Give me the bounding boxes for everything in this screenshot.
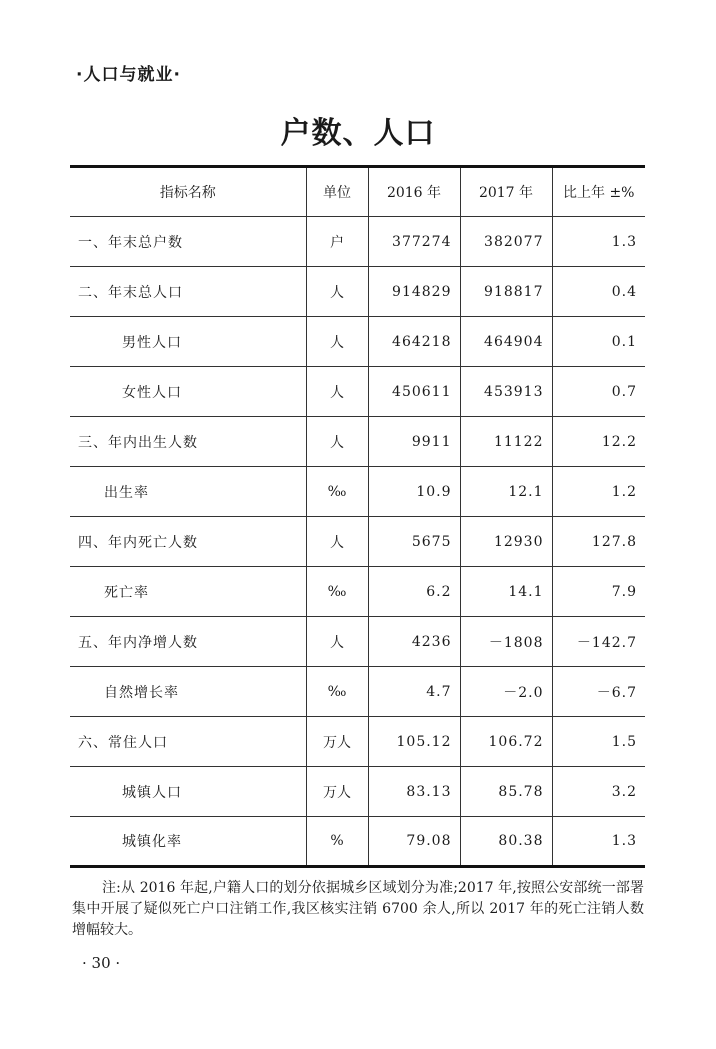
table-row: [70, 517, 645, 567]
value-2016-cell: 83.13: [368, 767, 460, 817]
indicator-name-cell: 六、常住人口: [70, 717, 306, 767]
value-2017-cell: 382077: [460, 217, 552, 267]
value-2016-cell: 9911: [368, 417, 460, 467]
value-2017-cell: 11122: [460, 417, 552, 467]
table-row: [70, 617, 645, 667]
indicator-name-cell: 四、年内死亡人数: [70, 517, 306, 567]
value-2016-cell: 914829: [368, 267, 460, 317]
table-row: [70, 367, 645, 417]
indicator-name-cell: 一、年末总户数: [70, 217, 306, 267]
unit-cell: 人: [306, 417, 368, 467]
value-2016-cell: 4.7: [368, 667, 460, 717]
unit-cell: 万人: [306, 767, 368, 817]
change-percent-cell: 0.4: [552, 267, 645, 317]
value-2017-cell: 464904: [460, 317, 552, 367]
indicator-name-cell: 女性人口: [70, 367, 306, 417]
value-2016-cell: 450611: [368, 367, 460, 417]
unit-cell: %: [306, 817, 368, 867]
change-percent-cell: 1.3: [552, 817, 645, 867]
indicator-name-cell: 三、年内出生人数: [70, 417, 306, 467]
section-header: ·人口与就业·: [76, 65, 181, 85]
column-header-2017: 2017 年: [460, 167, 552, 217]
value-2016-cell: 79.08: [368, 817, 460, 867]
unit-cell: ‰: [306, 467, 368, 517]
value-2016-cell: 5675: [368, 517, 460, 567]
table-row: [70, 267, 645, 317]
change-percent-cell: 127.8: [552, 517, 645, 567]
value-2017-cell: 12930: [460, 517, 552, 567]
indicator-name-cell: 城镇人口: [70, 767, 306, 817]
indicator-name-cell: 出生率: [70, 467, 306, 517]
column-header-change: 比上年 ±%: [552, 167, 645, 217]
unit-cell: ‰: [306, 667, 368, 717]
table-row: [70, 717, 645, 767]
value-2016-cell: 4236: [368, 617, 460, 667]
table-row: [70, 567, 645, 617]
value-2016-cell: 6.2: [368, 567, 460, 617]
value-2017-cell: 106.72: [460, 717, 552, 767]
table-row: [70, 417, 645, 467]
indicator-name-cell: 五、年内净增人数: [70, 617, 306, 667]
value-2017-cell: －1808: [460, 617, 552, 667]
table-row: [70, 767, 645, 817]
change-percent-cell: 0.7: [552, 367, 645, 417]
change-percent-cell: －142.7: [552, 617, 645, 667]
change-percent-cell: 1.5: [552, 717, 645, 767]
page-title: 户数、人口: [280, 116, 436, 151]
column-header-unit: 单位: [306, 167, 368, 217]
value-2017-cell: 453913: [460, 367, 552, 417]
unit-cell: 人: [306, 617, 368, 667]
table-row: [70, 467, 645, 517]
table-header-row: [70, 167, 645, 217]
unit-cell: ‰: [306, 567, 368, 617]
change-percent-cell: 1.3: [552, 217, 645, 267]
change-percent-cell: 7.9: [552, 567, 645, 617]
unit-cell: 人: [306, 367, 368, 417]
unit-cell: 人: [306, 267, 368, 317]
change-percent-cell: 3.2: [552, 767, 645, 817]
page-number: · 30 ·: [82, 954, 121, 972]
table-row: [70, 217, 645, 267]
change-percent-cell: 1.2: [552, 467, 645, 517]
table-row: [70, 317, 645, 367]
value-2017-cell: 85.78: [460, 767, 552, 817]
change-percent-cell: 0.1: [552, 317, 645, 367]
unit-cell: 人: [306, 317, 368, 367]
change-percent-cell: 12.2: [552, 417, 645, 467]
value-2016-cell: 464218: [368, 317, 460, 367]
value-2016-cell: 105.12: [368, 717, 460, 767]
column-header-2016: 2016 年: [368, 167, 460, 217]
unit-cell: 户: [306, 217, 368, 267]
value-2016-cell: 10.9: [368, 467, 460, 517]
table-row: [70, 667, 645, 717]
unit-cell: 万人: [306, 717, 368, 767]
unit-cell: 人: [306, 517, 368, 567]
column-header-indicator: 指标名称: [70, 167, 306, 217]
indicator-name-cell: 城镇化率: [70, 817, 306, 867]
indicator-name-cell: 二、年末总人口: [70, 267, 306, 317]
value-2017-cell: －2.0: [460, 667, 552, 717]
indicator-name-cell: 男性人口: [70, 317, 306, 367]
value-2017-cell: 12.1: [460, 467, 552, 517]
statistics-table: [70, 165, 645, 868]
table-body: [70, 217, 645, 867]
value-2016-cell: 377274: [368, 217, 460, 267]
table-row: [70, 817, 645, 867]
value-2017-cell: 80.38: [460, 817, 552, 867]
value-2017-cell: 14.1: [460, 567, 552, 617]
value-2017-cell: 918817: [460, 267, 552, 317]
footnote: 注:从 2016 年起,户籍人口的划分依据城乡区域划分为准;2017 年,按照公安部统一部署集中开展了疑似死亡户口注销工作,我区核实注销 6700 余人,所以 2017 年的死亡注销人数增幅较大。: [72, 880, 644, 938]
indicator-name-cell: 死亡率: [70, 567, 306, 617]
change-percent-cell: －6.7: [552, 667, 645, 717]
indicator-name-cell: 自然增长率: [70, 667, 306, 717]
